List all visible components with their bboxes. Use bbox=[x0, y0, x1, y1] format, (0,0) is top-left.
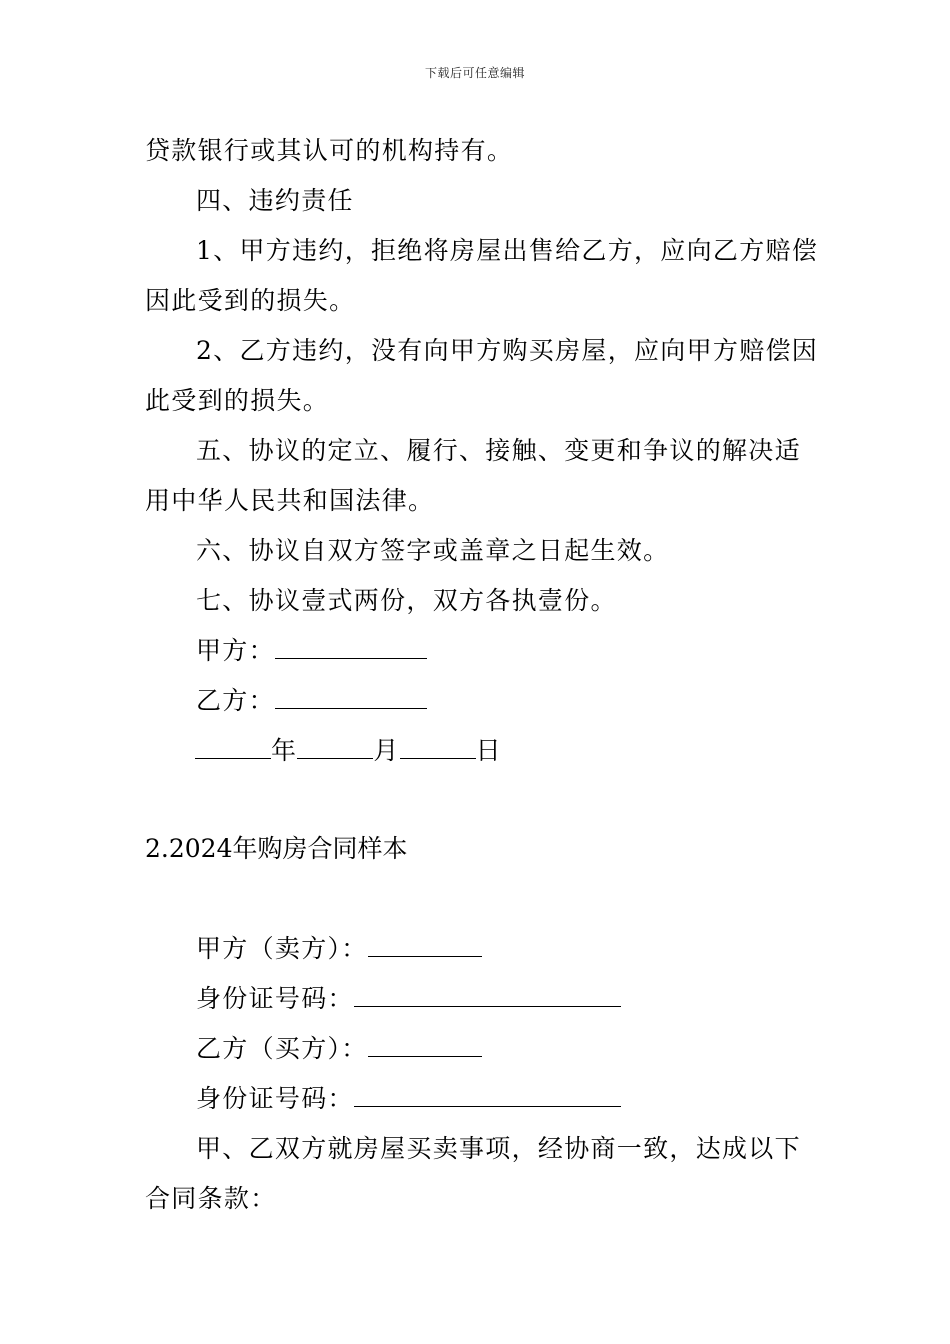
date-line bbox=[195, 736, 502, 766]
year-label: 年 bbox=[271, 736, 298, 765]
party-b-signature-line bbox=[196, 686, 427, 716]
seller-line bbox=[196, 934, 482, 964]
paragraph-line: 贷款银行或其认可的机构持有。 bbox=[145, 136, 514, 165]
seller-id-label: 身份证号码： bbox=[196, 984, 354, 1013]
clause-5-line-1: 五、协议的定立、履行、接触、变更和争议的解决适 bbox=[196, 436, 801, 465]
party-a-label: 甲方： bbox=[196, 636, 275, 665]
buyer-id-blank[interactable] bbox=[354, 1084, 621, 1107]
clause-7: 七、协议壹式两份，双方各执壹份。 bbox=[196, 586, 617, 615]
party-a-signature-line bbox=[196, 636, 427, 666]
buyer-label: 乙方（买方）： bbox=[196, 1034, 368, 1063]
seller-id-blank[interactable] bbox=[354, 984, 621, 1007]
month-label: 月 bbox=[373, 736, 400, 765]
seller-id-line bbox=[196, 984, 621, 1014]
buyer-id-label: 身份证号码： bbox=[196, 1084, 354, 1113]
seller-label: 甲方（卖方）： bbox=[196, 934, 368, 963]
buyer-line bbox=[196, 1034, 482, 1064]
clause-1-line-1: 1、甲方违约，拒绝将房屋出售给乙方，应向乙方赔偿 bbox=[196, 236, 819, 265]
month-blank[interactable] bbox=[297, 736, 373, 759]
clause-2-line-2: 此受到的损失。 bbox=[145, 386, 330, 415]
clause-2-line-1: 2、乙方违约，没有向甲方购买房屋，应向甲方赔偿因 bbox=[196, 336, 819, 365]
page-header: 下载后可任意编辑 bbox=[424, 66, 525, 80]
buyer-blank[interactable] bbox=[368, 1034, 482, 1057]
party-b-blank[interactable] bbox=[275, 686, 427, 709]
party-b-label: 乙方： bbox=[196, 686, 275, 715]
year-blank[interactable] bbox=[195, 736, 271, 759]
day-label: 日 bbox=[475, 736, 502, 765]
buyer-id-line bbox=[196, 1084, 621, 1114]
section-heading-breach-liability: 四、违约责任 bbox=[196, 186, 354, 215]
clause-1-line-2: 因此受到的损失。 bbox=[145, 286, 356, 315]
intro-line-1: 甲、乙双方就房屋买卖事项，经协商一致，达成以下 bbox=[196, 1134, 801, 1163]
seller-blank[interactable] bbox=[368, 934, 482, 957]
day-blank[interactable] bbox=[400, 736, 476, 759]
party-a-blank[interactable] bbox=[275, 636, 427, 659]
intro-line-2: 合同条款： bbox=[145, 1184, 277, 1213]
clause-6: 六、协议自双方签字或盖章之日起生效。 bbox=[196, 536, 670, 565]
clause-5-line-2: 用中华人民共和国法律。 bbox=[145, 486, 435, 515]
contract-title: 2.2024年购房合同样本 bbox=[145, 834, 408, 863]
